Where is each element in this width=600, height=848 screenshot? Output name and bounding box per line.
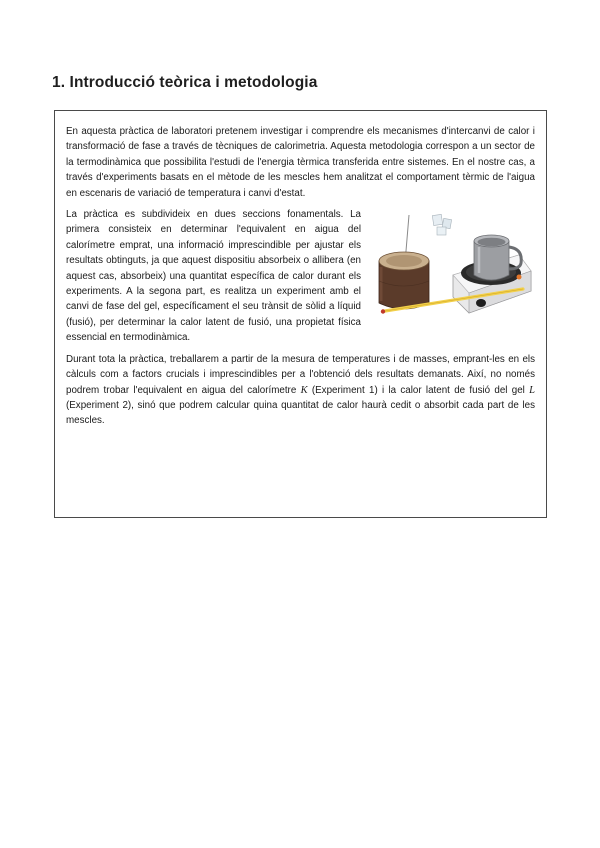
paragraph-sections-text: La pràctica es subdivideix en dues seccions fonamentals. La primera consisteix en determinar l'equivalent en aigua del calorímetre emprat, una informació imprescindible per ajustar els resultats obtinguts, ja que aquest dispositiu absorbeix o allibera (en aquest cas, absorbeix) una quantitat específica de calor durant els experiments. A la segona part, es realitza un experiment amb el canvi de fase del gel, específicament el seu trànsit de sòlid a líquid (fusió), per determinar la calor latent de fusió, una propietat física essencial en termodinàmica. xyxy=(66,209,361,344)
section-title: 1. Introducció teòrica i metodologia xyxy=(52,74,318,91)
section-content xyxy=(66,124,535,435)
lab-equipment-illustration xyxy=(371,205,539,329)
paragraph-intro: En aquesta pràctica de laboratori pretenem investigar i comprendre els mecanismes d'intercanvi de calor i transformació de fase a través de tècniques de calorimetria. Aquesta metodologia correspon a un sector de la termodinàmica que possibilita l'estudi de l'energia tèrmica transferida entre sistemes. En el nostre cas, a través d'experiments basats en el mètode de les mescles hem analitzat el comportament tèrmic de l'aigua en escenaris de variació de temperatura i canvi d'estat. xyxy=(66,126,535,199)
paragraph-method-text-1: Durant tota la pràctica, treballarem a partir de la mesura de temperatures i de masses, emprant-les en els càlculs com a factors crucials i imprescindibles per a l'obtenció dels resultats demanats. Així, no només podrem trobar l'equivalent en aigua del calorímetre xyxy=(66,353,535,396)
symbol-k: K xyxy=(300,384,308,396)
paragraph-method xyxy=(66,352,535,429)
paragraph-sections xyxy=(66,207,535,346)
paragraph-method-text-3: (Experiment 2), sinó que podrem calcular quina quantitat de calor haurà cedit o absorbit cada part de les mescles. xyxy=(66,399,535,427)
symbol-l: L xyxy=(529,384,535,396)
lab-equipment-image xyxy=(371,205,539,329)
paragraph-method-text-2: (Experiment 1) i la calor latent de fusió del gel xyxy=(307,384,530,396)
